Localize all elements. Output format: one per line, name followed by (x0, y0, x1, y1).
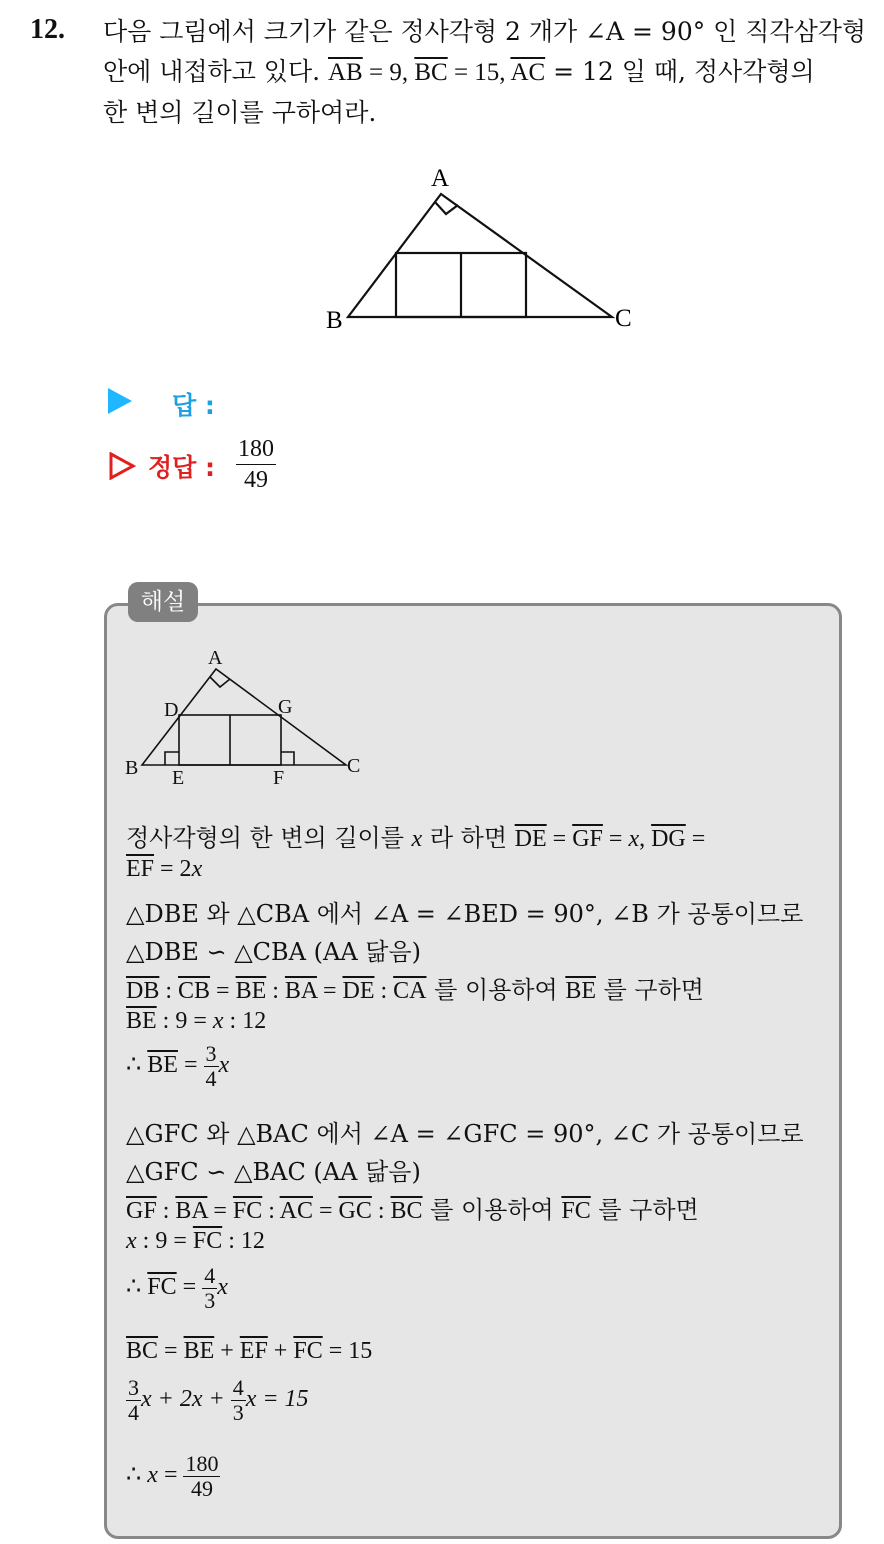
solution-line-10-text2: 를 구하면 (590, 1196, 699, 1224)
segment-be: $\overline{BE}$ (147, 1052, 178, 1079)
segment-fc: $\overline{FC}$ (232, 1198, 263, 1224)
ratio-part: : 9 = (156, 1008, 213, 1034)
correct-label: 정답 : (148, 453, 216, 482)
comma: , (639, 826, 652, 852)
question-number: 12. (30, 14, 65, 45)
solution-line-1 (126, 818, 705, 853)
solution-line-6 (126, 1008, 266, 1035)
segment-gf: $\overline{GF}$ (126, 1198, 157, 1224)
correct-numerator: 180 (236, 434, 276, 465)
question-text (103, 12, 873, 133)
segment-ac: $\overline{AC}$ (279, 1198, 313, 1224)
segment-ca: $\overline{CA}$ (393, 978, 427, 1004)
solution-line-5-text2: 를 구하면 (595, 976, 704, 1004)
solution-line-8: △GFC 와 △BAC 에서 ∠A = ∠GFC = 90°, ∠C 가 공통이므로 (126, 1120, 804, 1148)
segment-fc: $\overline{FC}$ (192, 1228, 223, 1254)
numerator: 4 (232, 1375, 244, 1400)
question-line-2-text: 안에 내접하고 있다. (103, 57, 328, 86)
question-line-3: 한 변의 길이를 구하여라. (103, 98, 377, 127)
segment-be: $\overline{BE}$ (183, 1338, 215, 1364)
segment-fc: $\overline{FC}$ (293, 1338, 323, 1364)
question-line-1: 다음 그림에서 크기가 같은 정사각형 2 개가 ∠A = 90° 인 직각삼각형 (103, 17, 867, 46)
solution-line-12 (126, 1264, 228, 1313)
segment-be: $\overline{BE}$ (235, 978, 267, 1004)
segment-gc: $\overline{GC}$ (338, 1198, 372, 1224)
solution-line-10: $\overline{GF}$ : $\overline{BA} = \overline{FC}$ : $\overline{AC} = \overline{GC}$ : $\overline{BC}$ 를 이용하여 $\overline{FC}$ 를 구하면 (126, 1196, 699, 1224)
denominator: 3 (232, 1400, 244, 1425)
segment-be: $\overline{BE}$ (126, 1008, 157, 1034)
segment-dg: $\overline{DG}$ (651, 826, 686, 852)
solution-tag: 해설 (128, 582, 198, 622)
solution-right-angle-e (165, 752, 179, 765)
numerator: 3 (128, 1375, 139, 1400)
denominator: 4 (128, 1400, 139, 1425)
segment-db: $\overline{DB}$ (126, 978, 160, 1004)
correct-arrow-icon (108, 452, 136, 480)
segment-ac: $\overline{AC}$ (510, 59, 546, 86)
equation-part: x = 15 (245, 1386, 309, 1413)
var-x: x (126, 1228, 137, 1254)
sol-label-b: B (125, 757, 139, 779)
therefore-symbol: ∴ (126, 1052, 148, 1079)
label-c: C (615, 305, 632, 332)
equals: = (602, 826, 629, 852)
solution-line-1-text: 정사각형의 한 변의 길이를 (126, 824, 412, 852)
sol-label-f: F (273, 767, 285, 789)
therefore-symbol: ∴ (126, 1462, 148, 1489)
sol-label-c: C (347, 755, 361, 777)
solution-line-5: $\overline{DB}$ : $\overline{CB} = \overline{BE}$ : $\overline{BA} = \overline{DE}$ : $\overline{CA}$ 를 이용하여 $\overline{BE}$ 를 구하면 (126, 976, 704, 1004)
numerator: 4 (204, 1263, 216, 1288)
numerator: 180 (185, 1451, 219, 1476)
sol-label-g: G (278, 696, 293, 718)
var-x: x (217, 1274, 228, 1301)
var-x: x (218, 1052, 230, 1079)
solution-figure (124, 644, 374, 794)
equals: = (546, 826, 573, 852)
segment-bc: $\overline{BC}$ (414, 59, 448, 86)
segment-cb: $\overline{CB}$ (178, 978, 211, 1004)
solution-line-10-text: 를 이용하여 (422, 1196, 562, 1224)
solution-line-1-text2: 라 하면 (422, 824, 515, 852)
triangle-abc (348, 194, 612, 317)
fraction-3-4 (126, 1376, 141, 1425)
segment-bc: $\overline{BC}$ (390, 1198, 423, 1224)
segment-ab: $\overline{AB}$ (328, 59, 363, 86)
solution-line-14 (126, 1376, 309, 1425)
sol-label-d: D (164, 699, 179, 721)
question-line-2 (103, 52, 873, 93)
solution-line-4: △DBE ∽ △CBA (AA 닮음) (126, 938, 422, 966)
answer-label: 답 : (172, 391, 215, 420)
solution-line-9: △GFC ∽ △BAC (AA 닮음) (126, 1158, 421, 1186)
sum-value: = 15 (322, 1338, 373, 1364)
fraction-3-4 (204, 1042, 219, 1091)
value-ac: = 12 일 때, 정사각형의 (545, 57, 815, 86)
equals: = (157, 1462, 184, 1489)
correct-denominator: 49 (244, 467, 268, 493)
answer-arrow-icon (108, 388, 132, 414)
solution-line-5-text: 를 이용하여 (426, 976, 566, 1004)
equals: = (176, 1274, 203, 1301)
solution-line-3: △DBE 와 △CBA 에서 ∠A = ∠BED = 90°, ∠B 가 공통이므로 (126, 900, 804, 928)
var-x: x (212, 1008, 224, 1034)
var-x: x (628, 826, 640, 852)
fraction-4-3 (231, 1376, 246, 1425)
denominator: 49 (190, 1476, 213, 1501)
equals-2: = 2 (154, 856, 192, 882)
segment-fc: $\overline{FC}$ (561, 1198, 591, 1224)
value-ab: = 9, (362, 59, 415, 86)
value-bc: = 15, (447, 59, 511, 86)
therefore-symbol: ∴ (126, 1274, 148, 1301)
segment-ba: $\overline{BA}$ (284, 978, 317, 1004)
solution-right-angle-a (210, 677, 230, 687)
solution-line-15 (126, 1452, 220, 1501)
segment-ef: $\overline{EF}$ (239, 1338, 268, 1364)
segment-ef: $\overline{EF}$ (126, 856, 155, 882)
fraction-4-3 (202, 1264, 217, 1313)
solution-line-11 (126, 1228, 265, 1255)
equals: = (177, 1052, 204, 1079)
correct-answer-fraction (236, 434, 276, 495)
label-b: B (326, 307, 343, 334)
solution-line-13: $\overline{BC} = \overline{BE} + \overline{EF} + \overline{FC} = 15$ (126, 1338, 373, 1364)
ratio-part: : 12 (222, 1228, 265, 1254)
segment-gf: $\overline{GF}$ (572, 826, 603, 852)
var-x: x (147, 1462, 158, 1489)
segment-bc: $\overline{BC}$ (126, 1338, 159, 1364)
triangle-figure (320, 160, 650, 340)
solution-line-2 (126, 856, 202, 883)
solution-line-7 (126, 1042, 229, 1091)
ratio-part: : 9 = (136, 1228, 193, 1254)
denominator: 3 (204, 1288, 216, 1313)
segment-de: $\overline{DE}$ (342, 978, 375, 1004)
segment-be: $\overline{BE}$ (565, 978, 596, 1004)
fraction-180-49 (183, 1452, 220, 1501)
equation-part: x + 2x + (141, 1386, 231, 1413)
segment-ba: $\overline{BA}$ (175, 1198, 208, 1224)
denominator: 4 (205, 1066, 217, 1091)
solution-right-angle-f (281, 752, 294, 765)
label-a: A (431, 165, 450, 192)
segment-de: $\overline{DE}$ (514, 826, 547, 852)
var-x: x (191, 856, 203, 882)
sol-label-e: E (172, 767, 185, 789)
var-x: x (411, 826, 423, 852)
ratio-part: : 12 (223, 1008, 267, 1034)
numerator: 3 (205, 1041, 217, 1066)
sol-label-a: A (208, 647, 223, 669)
equals: = (685, 826, 706, 852)
segment-fc: $\overline{FC}$ (147, 1274, 177, 1301)
